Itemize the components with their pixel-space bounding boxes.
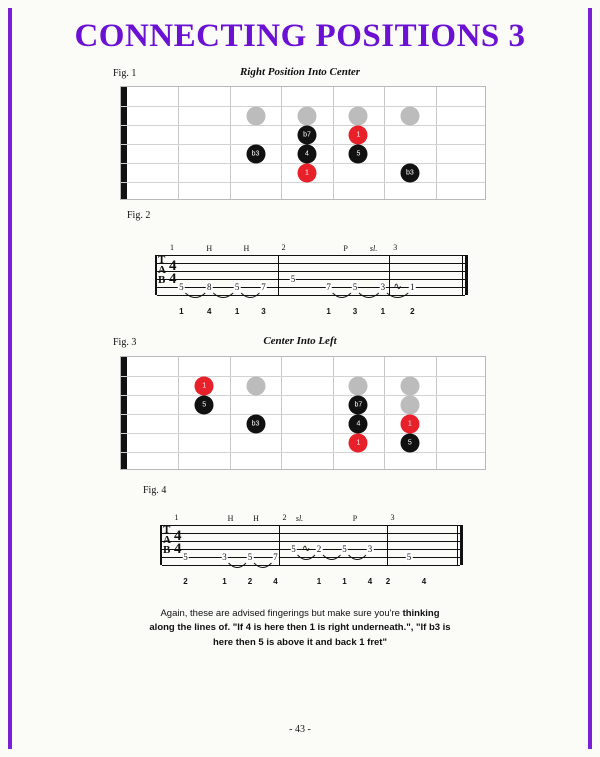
tab-note: 3 xyxy=(367,544,373,554)
string-line xyxy=(121,452,485,453)
string-line xyxy=(121,414,485,415)
footer-note-line1-normal: Again, these are advised fingerings but make sure you're xyxy=(160,608,403,619)
tab-note: 5 xyxy=(352,282,358,292)
fretboard-note-5: 5 xyxy=(349,144,368,163)
tab-note: 5 xyxy=(183,552,188,562)
fingering-number: 2 xyxy=(183,577,188,586)
fretboard-note-1: 1 xyxy=(400,414,419,433)
tab-note: 5 xyxy=(247,552,253,562)
footer-note-line2: along the lines of. "If 4 is here then 1 is right underneath.", "If b3 is xyxy=(149,622,451,634)
fingering-number: 1 xyxy=(179,307,184,316)
fig-3-label: Fig. 3 xyxy=(113,337,137,348)
page-title: CONNECTING POSITIONS 3 xyxy=(74,18,526,54)
footer-note-line3: here then 5 is above it and back 1 fret" xyxy=(213,636,387,648)
tab-note: 7 xyxy=(261,282,266,292)
tab-note: 7 xyxy=(273,552,278,562)
tab-line xyxy=(162,557,460,558)
fretboard-note-4: 4 xyxy=(298,144,317,163)
tab-clef-letter: T xyxy=(163,524,171,536)
tab-note: 5 xyxy=(342,544,347,554)
tab-note: 5 xyxy=(290,274,296,284)
tab-line xyxy=(162,549,460,550)
measure-number: 1 xyxy=(170,243,175,252)
tab-line xyxy=(157,287,465,288)
tab-line xyxy=(162,541,460,542)
fretboard-note-1: 1 xyxy=(195,376,214,395)
fingering-number: 4 xyxy=(367,577,373,586)
tab-note: 1 xyxy=(410,282,415,292)
measure-number: 3 xyxy=(393,243,398,252)
fingering-number: 1 xyxy=(342,577,347,586)
fretboard-note-5: 5 xyxy=(195,395,214,414)
tab-note: 2 xyxy=(316,544,322,554)
fingering-number: 1 xyxy=(380,307,386,316)
tab-clef-letter: A xyxy=(163,534,171,546)
tab-note: 7 xyxy=(326,282,331,292)
fretboard-note-b7: b7 xyxy=(349,395,368,414)
footer-note xyxy=(120,607,480,650)
fingering-number: 1 xyxy=(316,577,322,586)
fretboard-note xyxy=(349,106,368,125)
fretboard-note xyxy=(400,395,419,414)
tab-line xyxy=(162,525,460,526)
page-number: - 43 - xyxy=(289,724,311,735)
fig-4-label: Fig. 4 xyxy=(143,485,167,496)
fretboard-note-5: 5 xyxy=(400,433,419,452)
fretboard-note xyxy=(400,106,419,125)
slide-marker: ∿ xyxy=(393,281,402,293)
page-border-left xyxy=(8,8,12,749)
tab-note: 3 xyxy=(380,282,386,292)
fretboard-note-b7: b7 xyxy=(298,125,317,144)
articulation-H: H xyxy=(206,244,213,253)
fingering-number: 4 xyxy=(421,577,427,586)
tab-line xyxy=(157,271,465,272)
tab-fig-2 xyxy=(155,243,465,319)
end-barline-thick xyxy=(465,255,468,295)
tab-note: 5 xyxy=(234,282,240,292)
time-signature: 4 4 xyxy=(174,528,182,557)
fingering-number: 2 xyxy=(385,577,391,586)
measure-number: 1 xyxy=(174,513,179,522)
articulation-sl: sl. xyxy=(369,244,378,253)
time-signature: 4 4 xyxy=(169,258,177,287)
fretboard-note-b3: b3 xyxy=(246,144,265,163)
articulation-sl: sl. xyxy=(295,514,304,523)
tab-line xyxy=(157,279,465,280)
tab-staff xyxy=(155,255,465,295)
tab-note: 5 xyxy=(291,544,296,554)
fingering-number: 3 xyxy=(352,307,358,316)
fig-3-caption: Center Into Left xyxy=(263,335,337,347)
tab-note: 5 xyxy=(179,282,184,292)
end-barline-thick xyxy=(460,525,463,565)
fretboard-note xyxy=(246,376,265,395)
fretboard-note-4: 4 xyxy=(349,414,368,433)
tab-clef-letter: A xyxy=(158,264,166,276)
articulation-H: H xyxy=(227,514,234,523)
fingering-number: 1 xyxy=(234,307,240,316)
articulation-H: H xyxy=(253,514,259,523)
tab-line xyxy=(157,255,465,256)
tab-note: 5 xyxy=(406,552,412,562)
articulation-H: H xyxy=(243,244,250,253)
string-line xyxy=(121,182,485,183)
fretboard-note-1: 1 xyxy=(298,163,317,182)
articulation-P: P xyxy=(352,514,358,523)
articulation-P: P xyxy=(343,244,348,253)
fretboard-note-1: 1 xyxy=(349,125,368,144)
fingering-number: 3 xyxy=(261,307,266,316)
tab-line xyxy=(162,565,460,566)
fretboard-fig-3 xyxy=(120,356,486,470)
fretboard-note-b3: b3 xyxy=(246,414,265,433)
barline xyxy=(387,525,388,565)
tab-note: 8 xyxy=(207,282,212,292)
footer-note-line1-bold: thinking xyxy=(402,608,440,619)
fingering-number: 2 xyxy=(410,307,415,316)
fretboard-note-1: 1 xyxy=(349,433,368,452)
fingering-number: 4 xyxy=(207,307,212,316)
end-barline xyxy=(462,255,463,295)
fingering-number: 4 xyxy=(273,577,278,586)
string-line xyxy=(121,376,485,377)
tab-line xyxy=(162,533,460,534)
measure-number: 3 xyxy=(390,513,395,522)
fig-2-label: Fig. 2 xyxy=(127,210,151,221)
fretboard-fig-1 xyxy=(120,86,486,200)
string-line xyxy=(121,395,485,396)
fingering-number: 1 xyxy=(222,577,227,586)
measure-number: 2 xyxy=(281,243,286,252)
measure-number: 2 xyxy=(282,513,287,522)
fretboard-note xyxy=(400,376,419,395)
tab-clef-letter: B xyxy=(163,544,171,556)
string-line xyxy=(121,433,485,434)
tab-clef-letter: B xyxy=(158,274,166,286)
fretboard-note xyxy=(246,106,265,125)
barline xyxy=(389,255,390,295)
fingering-number: 1 xyxy=(326,307,331,316)
fretboard-note-b3: b3 xyxy=(400,163,419,182)
tab-clef-letter: T xyxy=(158,254,166,266)
end-barline xyxy=(457,525,458,565)
tab-note: 3 xyxy=(222,552,227,562)
fretboard-note xyxy=(298,106,317,125)
fretboard-note xyxy=(349,376,368,395)
page-border-right xyxy=(588,8,592,749)
tab-line xyxy=(157,263,465,264)
barline xyxy=(278,255,279,295)
slide-marker: ∿ xyxy=(302,543,311,555)
tab-fig-4 xyxy=(160,513,460,589)
fingering-number: 2 xyxy=(247,577,253,586)
tab-line xyxy=(157,295,465,296)
fig-1-caption: Right Position Into Center xyxy=(239,66,361,78)
fig-1-label: Fig. 1 xyxy=(113,68,137,79)
